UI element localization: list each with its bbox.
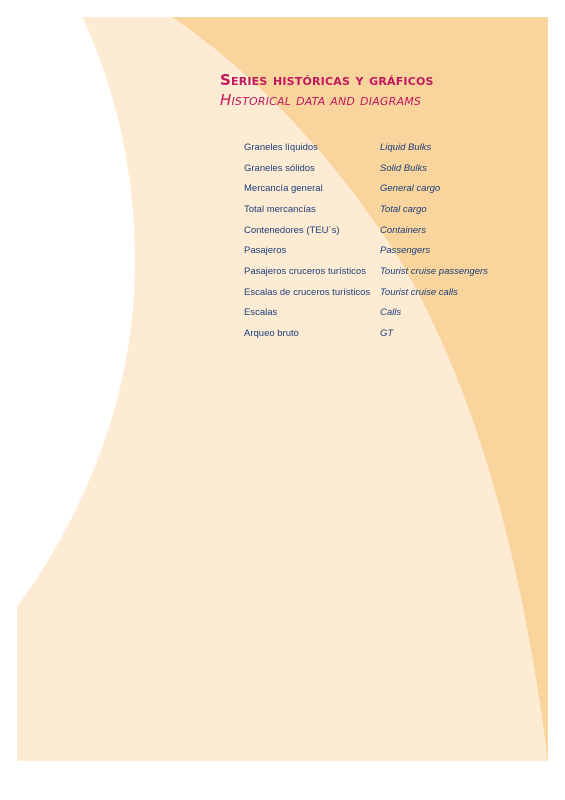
table-row — [244, 137, 488, 158]
series-index-table — [244, 137, 488, 344]
item-spanish: Mercancía general — [244, 183, 323, 195]
item-english: Solid Bulks — [380, 162, 427, 174]
table-row — [244, 199, 488, 220]
item-spanish: Escalas de cruceros turísticos — [244, 286, 371, 298]
table-row — [244, 261, 488, 282]
item-english: Tourist cruise passengers — [380, 265, 488, 277]
item-english: Calls — [380, 307, 402, 319]
item-spanish: Graneles sólidos — [244, 162, 315, 174]
table-row — [244, 178, 488, 199]
table-row — [244, 220, 488, 241]
item-spanish: Escalas — [244, 307, 278, 319]
item-english: Liquid Bulks — [380, 141, 432, 153]
section-heading — [220, 70, 540, 110]
item-spanish: Graneles líquidos — [244, 141, 318, 153]
item-english: GT — [380, 328, 394, 340]
item-spanish: Total mercancías — [244, 203, 316, 215]
item-spanish: Pasajeros cruceros turísticos — [244, 265, 366, 277]
table-row — [244, 323, 488, 344]
item-english: Total cargo — [380, 203, 427, 215]
item-english: Tourist cruise calls — [380, 286, 458, 298]
item-english: Containers — [380, 224, 426, 236]
table-row — [244, 303, 488, 324]
item-english: Passengers — [380, 245, 431, 257]
table-row — [244, 282, 488, 303]
title-english: Historical data and diagrams — [220, 91, 422, 109]
table-row — [244, 240, 488, 261]
item-english: General cargo — [380, 183, 441, 195]
item-spanish: Arqueo bruto — [244, 328, 299, 340]
item-spanish: Contenedores (TEU´s) — [244, 224, 340, 236]
table-row — [244, 158, 488, 179]
title-spanish: Series históricas y gráficos — [220, 71, 434, 89]
item-spanish: Pasajeros — [244, 245, 287, 257]
